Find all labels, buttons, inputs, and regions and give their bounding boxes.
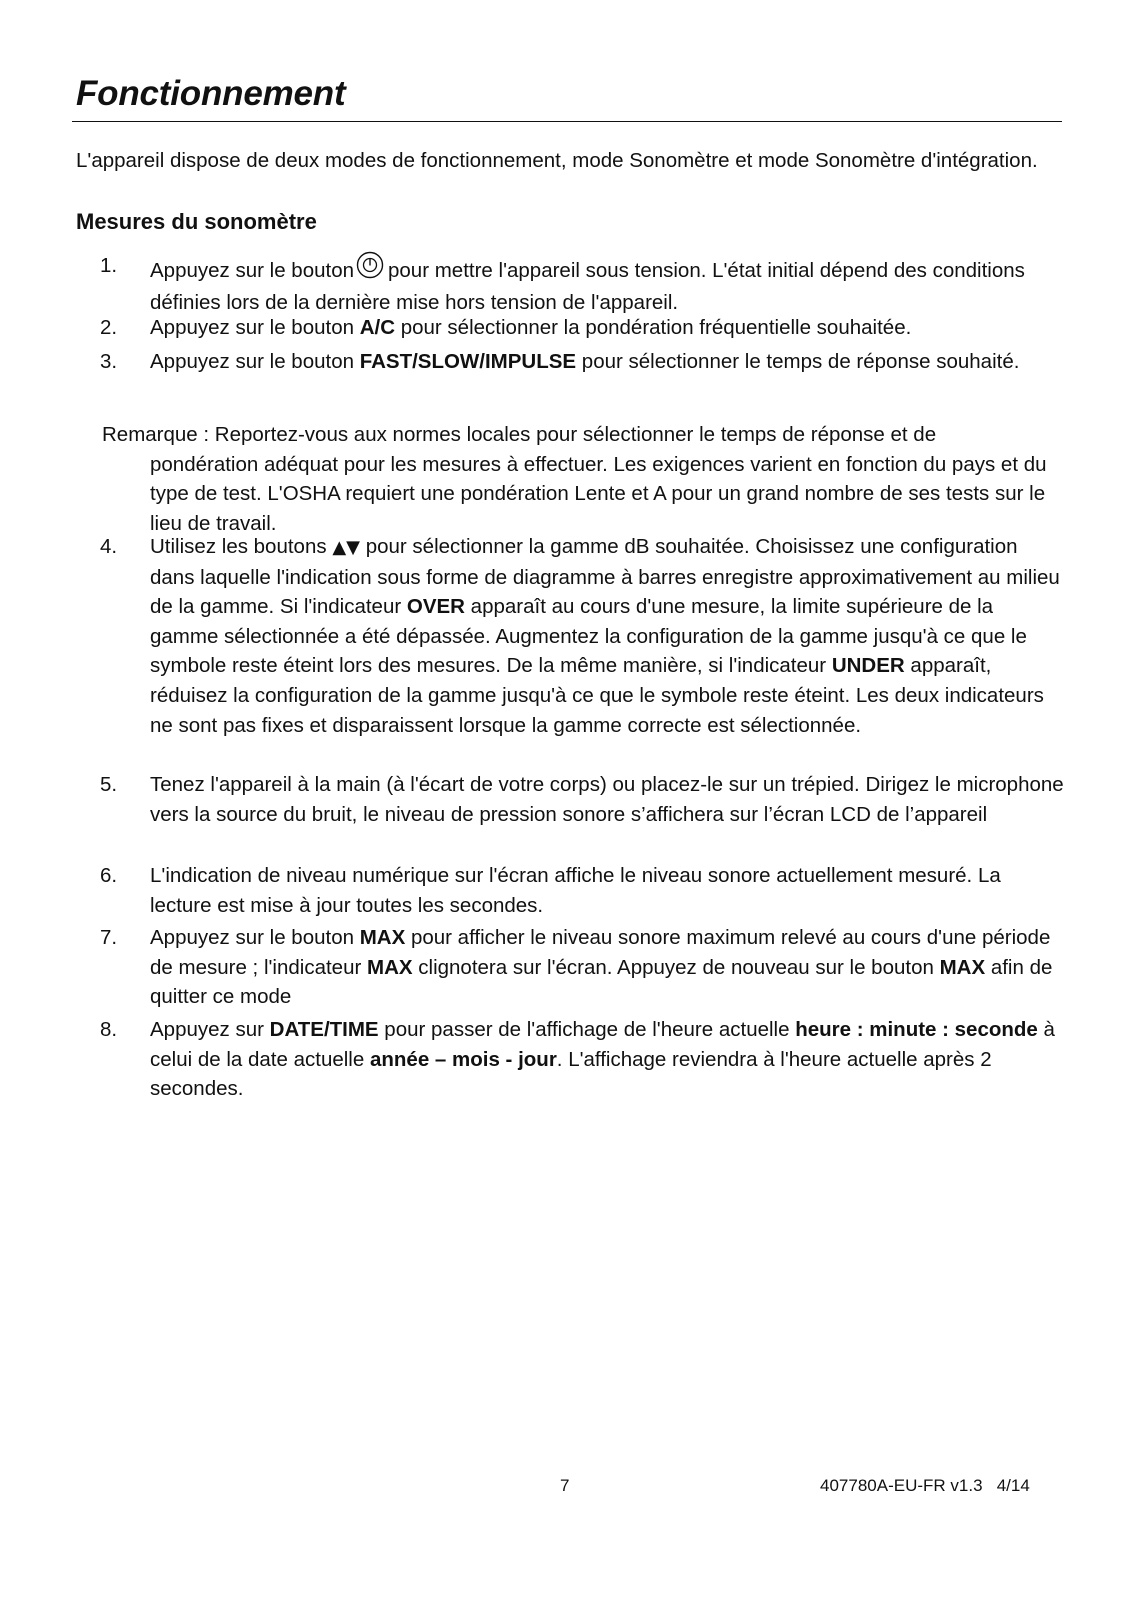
list-item-number: 2. [100, 316, 118, 339]
note-paragraph: Remarque : Reportez-vous aux normes locales pour sélectionner le temps de réponse et de pondération adéquat pour les mesures à effectuer. Les exigences varient en fonction du pays et du type de test. L'OSHA requiert une pondération Lente et A pour un grand nombre de ses tests sur le lieu de travail. [102, 423, 1047, 535]
list-item-number: 7. [100, 926, 118, 949]
list-item-text: Appuyez sur le bouton A/C pour sélectionner la pondération fréquentielle souhaitée. [150, 316, 912, 339]
power-icon [356, 251, 384, 288]
document-reference: 407780A-EU-FR v1.3 4/14 [820, 1476, 1030, 1495]
list-item-text: Appuyez sur DATE/TIME pour passer de l'affichage de l'heure actuelle heure : minute : seconde à celui de la date actuelle année – mois - jour. L'affichage reviendra à l'heure actuelle après 2 secondes. [150, 1018, 1055, 1101]
intro-paragraph: L'appareil dispose de deux modes de fonctionnement, mode Sonomètre et mode Sonomètre d'intégration. [76, 149, 1038, 172]
section-heading: Mesures du sonomètre [76, 209, 317, 234]
title-divider [72, 121, 1062, 122]
list-item-text: Utilisez les boutons ▲▼ pour sélectionner la gamme dB souhaitée. Choisissez une configuration dans laquelle l'indication sous forme de diagramme à barres enregistre approximativement au milieu de la gamme. Si l'indicateur OVER apparaît au cours d'une mesure, la limite supérieure de la gamme sélectionnée a été dépassée. Augmentez la configuration de la gamme jusqu'à ce que le symbole reste éteint lors des mesures. De la même manière, si l'indicateur UNDER apparaît, réduisez la configuration de la gamme jusqu'à ce que le symbole reste éteint. Les deux indicateurs ne sont pas fixes et disparaissent lorsque la gamme correcte est sélectionnée. [150, 535, 1060, 737]
list-item-number: 6. [100, 864, 118, 887]
list-item-text: Appuyez sur le bouton MAX pour afficher le niveau sonore maximum relevé au cours d'une période de mesure ; l'indicateur MAX clignotera sur l'écran. Appuyez de nouveau sur le bouton MAX afin de quitter ce mode [150, 926, 1053, 1009]
list-item-text: Appuyez sur le bouton pour mettre l'appareil sous tension. L'état initial dépend des conditions définies lors de la dernière mise hors tension de l'appareil. [150, 251, 1065, 317]
list-item-text: Tenez l'appareil à la main (à l'écart de votre corps) ou placez-le sur un trépied. Dirigez le microphone vers la source du bruit, le niveau de pression sonore s’affichera sur l’écran LCD de l’appareil [150, 773, 1064, 826]
page-number: 7 [560, 1476, 570, 1495]
page-title: Fonctionnement [76, 74, 346, 113]
list-item-number: 8. [100, 1018, 118, 1041]
list-item-text: Appuyez sur le bouton FAST/SLOW/IMPULSE pour sélectionner le temps de réponse souhaité. [150, 350, 1020, 373]
up-down-arrows-icon: ▲▼ [332, 537, 360, 558]
list-item-number: 3. [100, 350, 118, 373]
list-item-text: L'indication de niveau numérique sur l'écran affiche le niveau sonore actuellement mesuré. La lecture est mise à jour toutes les secondes. [150, 864, 1001, 917]
list-item-number: 5. [100, 773, 118, 796]
list-item-number: 1. [100, 254, 118, 277]
list-item-number: 4. [100, 535, 118, 558]
